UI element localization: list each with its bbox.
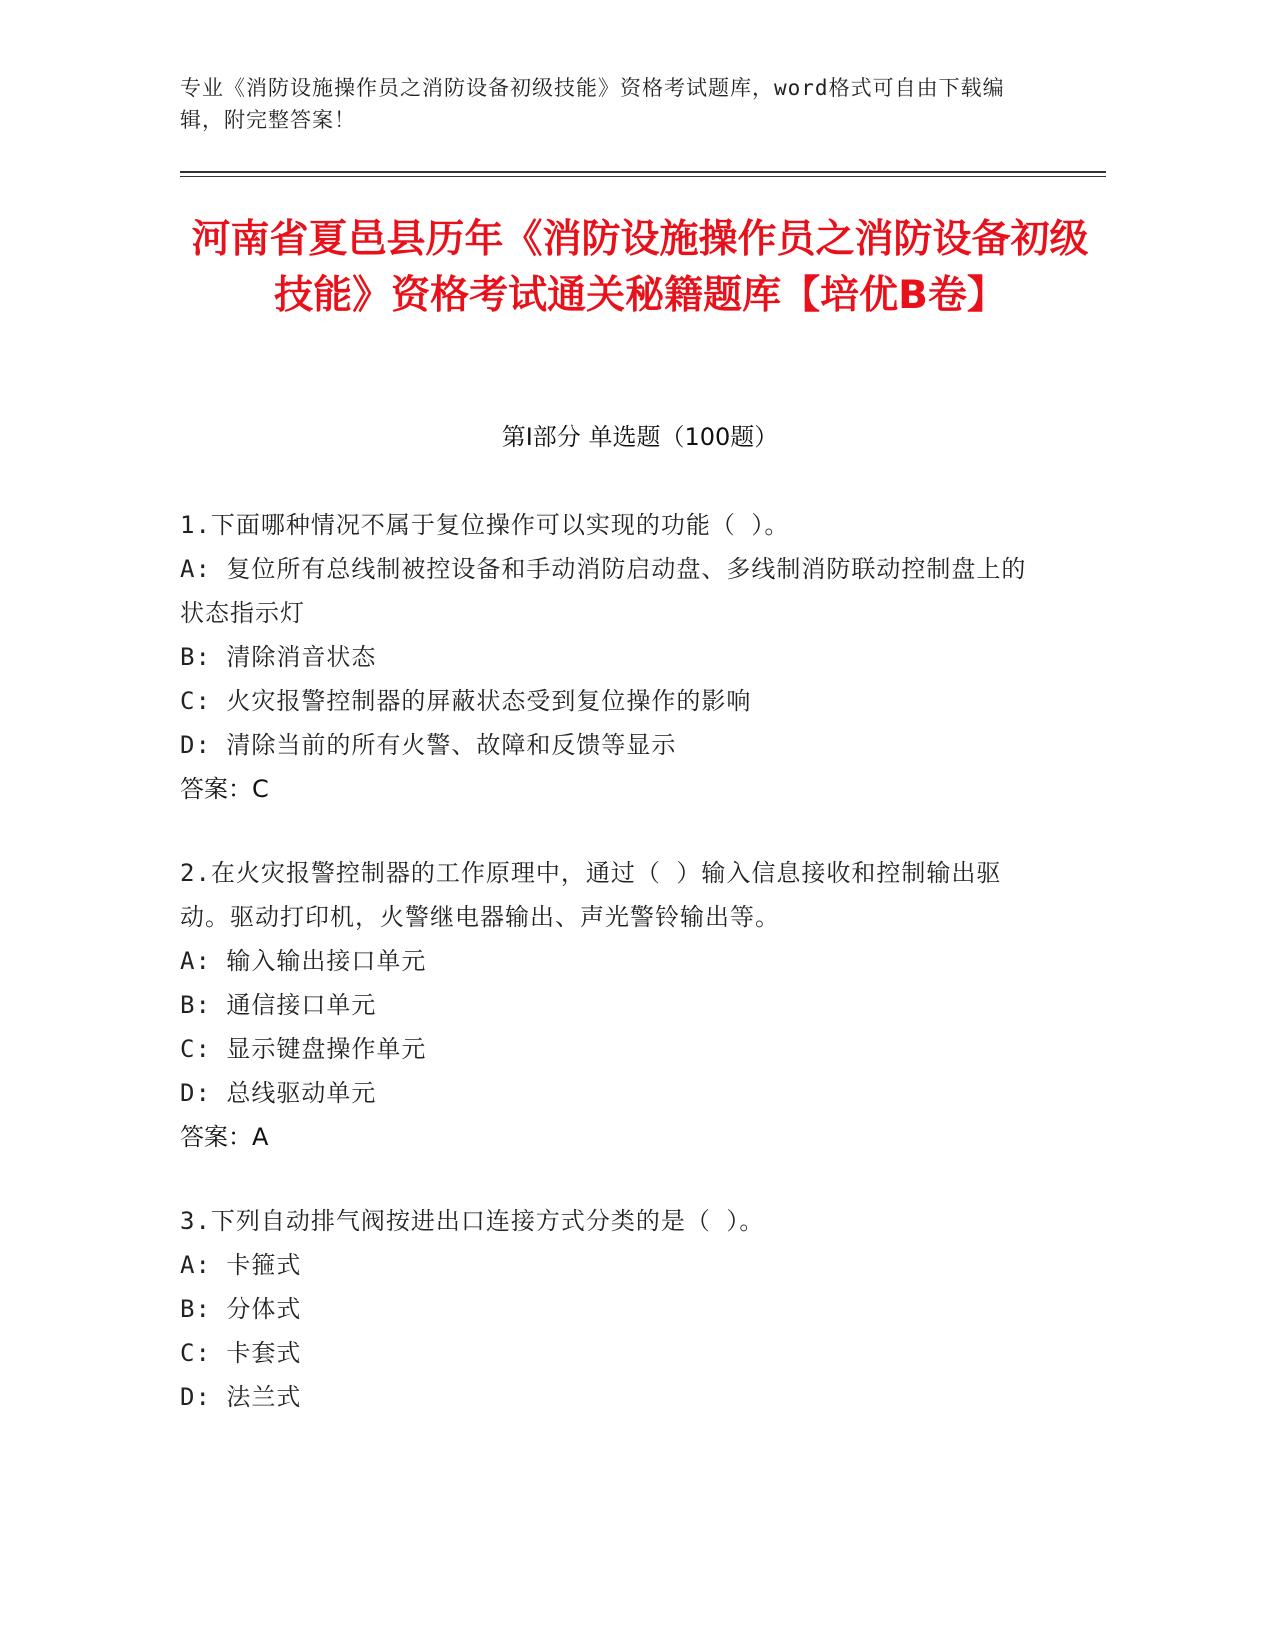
option-c: C: 卡套式 [180,1339,302,1367]
header-divider-thick [180,171,1106,173]
question-text: 3.下列自动排气阀按进出口连接方式分类的是（ ）。 [180,1207,765,1235]
question-3 [180,1199,1030,1419]
option-a: A: 输入输出接口单元 [180,947,427,975]
document-title: 河南省夏邑县历年《消防设施操作员之消防设备初级技能》资格考试通关秘籍题库【培优B卷】 [191,217,1089,318]
question-text: 2.在火灾报警控制器的工作原理中，通过（ ）输入信息接收和控制输出驱动。驱动打印机，火警继电器输出、声光警铃输出等。 [180,859,1002,931]
header-note: 专业《消防设施操作员之消防设备初级技能》资格考试题库，word格式可自由下载编辑，附完整答案！ [180,76,1005,132]
question-1 [180,503,1030,811]
option-d: D: 清除当前的所有火警、故障和反馈等显示 [180,731,677,759]
option-b: B: 清除消音状态 [180,643,377,671]
section-title: 第I部分 单选题（100题） [501,423,779,451]
option-a: A: 复位所有总线制被控设备和手动消防启动盘、多线制消防联动控制盘上的状态指示灯 [180,555,1027,627]
answer-text: 答案：C [180,775,269,803]
option-c: C: 显示键盘操作单元 [180,1035,427,1063]
option-a: A: 卡箍式 [180,1251,302,1279]
option-b: B: 分体式 [180,1295,302,1323]
answer-text: 答案：A [180,1123,269,1151]
option-d: D: 总线驱动单元 [180,1079,377,1107]
header-divider-thin [180,176,1106,177]
option-c: C: 火灾报警控制器的屏蔽状态受到复位操作的影响 [180,687,752,715]
question-2 [180,851,1030,1159]
option-d: D: 法兰式 [180,1383,302,1411]
question-text: 1.下面哪种情况不属于复位操作可以实现的功能（ ）。 [180,511,790,539]
question-list [180,503,1030,1459]
option-b: B: 通信接口单元 [180,991,377,1019]
